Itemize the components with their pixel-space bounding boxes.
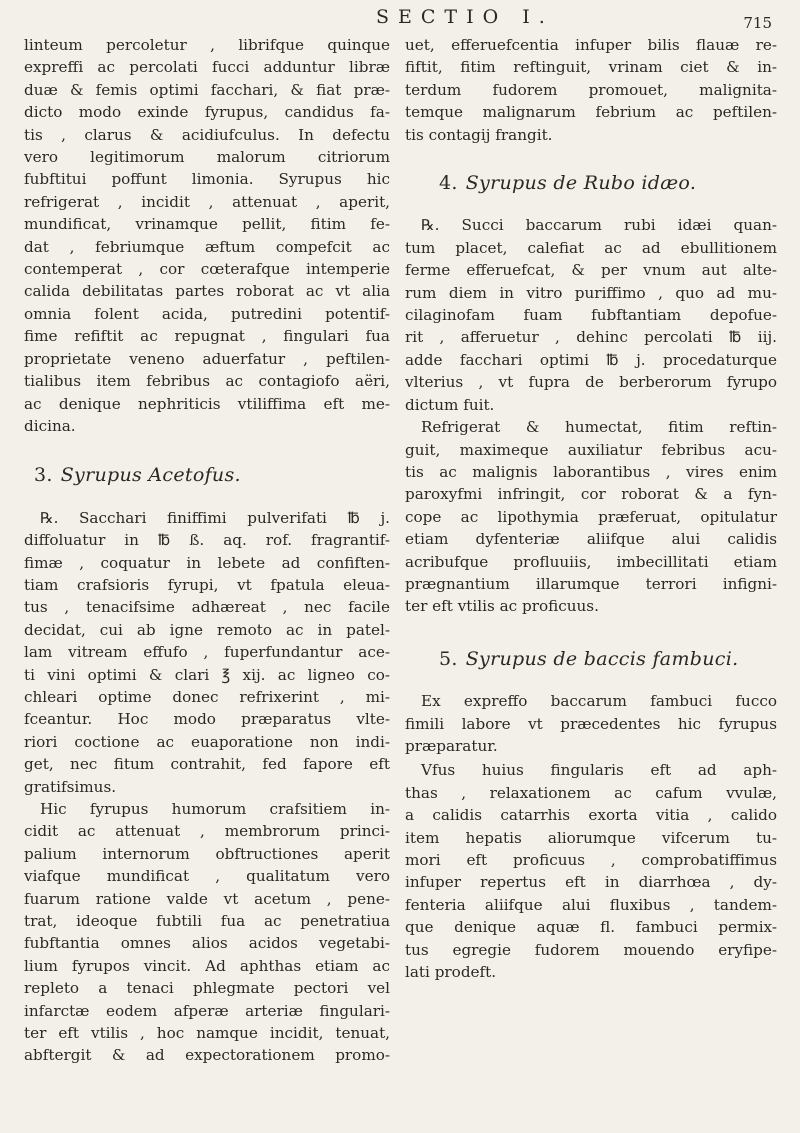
paragraph-acetosus-continued (405, 34, 777, 146)
right-column (405, 34, 777, 983)
text-line: terdum fudorem promouet, malignita- (405, 80, 777, 99)
text-line: vero legitimorum malorum citriorum (24, 148, 390, 167)
text-line: fimili labore vt præcedentes hic fyrupus (405, 714, 777, 733)
text-line: fiftit, fitim reftinguit, vrinam ciet & in- (405, 58, 777, 77)
page-header (0, 4, 800, 34)
text-line: tis contagij frangit. (405, 125, 553, 144)
text-line: repleto a tenaci phlegmate pectori vel (24, 979, 390, 998)
heading-title: Syrupus de Rubo idæo. (465, 172, 697, 195)
text-line: expreffi ac percolati fucci adduntur libræ (24, 58, 390, 77)
text-line: ter eft vtilis , hoc namque incidit, tenuat, (24, 1024, 390, 1043)
text-line: fubftantia omnes alios acidos vegetabi- (24, 934, 390, 953)
text-line: infarctæ eodem afperæ arteriæ fingulari- (24, 1001, 390, 1020)
text-line: abftergit & ad expectorationem promo- (24, 1046, 390, 1065)
text-line: ℞. Succi baccarum rubi idæi quan- (421, 216, 777, 235)
text-line: tiam crafsioris fyrupi, vt fpatula eleua- (24, 575, 390, 594)
text-line: etiam dyfenteriæ aliifque alui calidis (405, 530, 777, 549)
text-line: a calidis catarrhis exorta vitia , calido (405, 806, 777, 825)
text-line: Hic fyrupus humorum crafsitiem in- (40, 800, 390, 818)
text-line: fimæ , coquatur in lebete ad confiften- (24, 553, 390, 572)
text-line: tialibus item febribus ac contagiofo aëri, (24, 372, 390, 391)
text-line: viafque mundificat , qualitatum vero (24, 867, 390, 886)
text-line: proprietate veneno aduerfatur , peftilen- (24, 349, 390, 368)
text-line: temque malignarum febrium ac peftilen- (405, 103, 777, 122)
text-line: mori eft proficuus , comprobatiffimus (405, 851, 777, 869)
text-line: uet, efferuefcentia infuper bilis flauæ re- (405, 36, 777, 54)
heading-number: 5. (439, 647, 458, 670)
text-line: guit, maximeque auxiliatur febribus acu- (405, 440, 777, 459)
text-line: acribufque profluuiis, imbecillitati etiam (405, 552, 777, 571)
text-line: fceantur. Hoc modo præparatus vlte- (24, 710, 390, 729)
text-line: fenteria aliifque alui fluxibus , tandem- (405, 895, 777, 914)
text-line: mundificat, vrinamque pellit, fitim fe- (24, 215, 390, 234)
paragraph-acetosus-uses (24, 798, 390, 1067)
text-line: Refrigerat & humectat, fitim reftin- (421, 418, 777, 437)
heading-number: 4. (439, 172, 458, 195)
text-line: rit , afferuetur , dehinc percolati ℔ iij. (405, 328, 777, 347)
text-line: rum diem in vitro puriffimo , quo ad mu- (405, 283, 777, 302)
text-line: præparatur. (405, 736, 498, 755)
text-line: get, nec fitum contrahit, fed fapore eft (24, 755, 390, 774)
text-line: cilaginofam fuam fubftantiam depofue- (405, 306, 777, 325)
text-line: tis ac malignis laborantibus , vires enim (405, 462, 777, 481)
section-heading-3 (24, 464, 390, 486)
paragraph-rubus-uses (405, 416, 777, 618)
text-line: fubftitui poffunt limonia. Syrupus hic (24, 170, 390, 189)
text-line: omnia folent acida, putredini potentif- (24, 304, 390, 323)
text-line: fime refiftit ac repugnat , fingulari fua (24, 327, 390, 346)
text-line: prægnantium illarumque terrori infigni- (405, 574, 777, 593)
text-line: tus , tenacifsime adhæreat , nec facile (24, 598, 390, 617)
text-line: cidit ac attenuat , membrorum princi- (24, 822, 390, 841)
text-line: ter eft vtilis ac proficuus. (405, 597, 599, 616)
text-line: linteum percoletur , librifque quinque (24, 36, 390, 54)
paragraph-sambucus-uses (405, 759, 777, 983)
left-column (24, 34, 390, 1067)
text-line: vlterius , vt fupra de berberorum fyrupo (405, 373, 777, 392)
text-line: infuper repertus eft in diarrhœa , dy- (405, 873, 777, 892)
text-line: gratifsimus. (24, 777, 117, 796)
text-line: Ex expreffo baccarum fambuci fucco (421, 692, 777, 711)
text-line: Vfus huius fingularis eft ad aph- (421, 761, 777, 780)
text-line: palium internorum obftructiones aperit (24, 844, 390, 863)
text-line: dicto modo exinde fyrupus, candidus fa- (24, 103, 390, 122)
text-line: ferme efferuefcat, & per vnum aut alte- (405, 261, 777, 280)
paragraph-recipe-acetosus (24, 507, 390, 798)
text-line: lam vitream effufo , fuperfundantur ace- (24, 643, 390, 662)
text-line: ℞. Sacchari finiffimi pulverifati ℔ j. (40, 508, 390, 527)
text-line: fuarum ratione valde vt acetum , pene- (24, 889, 390, 908)
text-line: contemperat , cor cœterafque intemperie (24, 260, 390, 279)
text-line: dictum fuit. (405, 395, 495, 414)
heading-number: 3. (34, 464, 53, 487)
text-line: tus egregie fudorem mouendo eryfipe- (405, 940, 777, 959)
paragraph-lemon-syrup-continued (24, 34, 390, 437)
text-line: tis , clarus & acidiufculus. In defectu (24, 125, 390, 144)
text-line: ti vini optimi & clari ℥ xij. ac ligneo co- (24, 665, 390, 684)
text-line: trat, ideoque fubtili fua ac penetratiua (24, 912, 390, 931)
running-head: SECTIO I. (376, 6, 554, 28)
text-line: lium fyrupos vincit. Ad aphthas etiam ac (24, 956, 390, 975)
paragraph-recipe-sambucus (405, 690, 777, 757)
text-line: decidat, cui ab igne remoto ac in patel- (24, 620, 390, 639)
text-line: que denique aquæ fl. fambuci permix- (405, 918, 777, 937)
text-line: item hepatis aliorumque vifcerum tu- (405, 828, 777, 847)
text-line: diffoluatur in ℔ ß. aq. rof. fragrantif- (24, 531, 390, 550)
text-line: ac denique nephriticis vtiliffima eft me- (24, 394, 390, 413)
page-number: 715 (743, 14, 772, 32)
heading-title: Syrupus de baccis fambuci. (465, 647, 739, 670)
text-line: lati prodeft. (405, 963, 497, 982)
text-line: adde facchari optimi ℔ j. procedaturque (405, 350, 777, 369)
text-line: chleari optime donec refrixerint , mi- (24, 687, 390, 706)
text-line: dat , febriumque æftum compefcit ac (24, 237, 390, 256)
paragraph-recipe-rubus (405, 214, 777, 416)
text-line: cope ac lipothymia præferuat, opitulatur (405, 507, 777, 526)
text-line: duæ & femis optimi facchari, & fiat præ- (24, 80, 390, 99)
text-line: thas , relaxationem ac cafum vvulæ, (405, 783, 777, 802)
text-line: paroxyfmi infringit, cor roborat & a fyn- (405, 485, 777, 504)
text-line: refrigerat , incidit , attenuat , aperit, (24, 192, 390, 211)
text-line: tum placet, calefiat ac ad ebullitionem (405, 238, 777, 257)
text-line: calida debilitatas partes roborat ac vt alia (24, 282, 390, 301)
heading-title: Syrupus Acetofus. (60, 464, 241, 487)
section-heading-4 (405, 172, 777, 194)
text-line: dicina. (24, 416, 76, 435)
text-line: riori coctione ac euaporatione non indi- (24, 732, 390, 751)
section-heading-5 (405, 648, 777, 670)
